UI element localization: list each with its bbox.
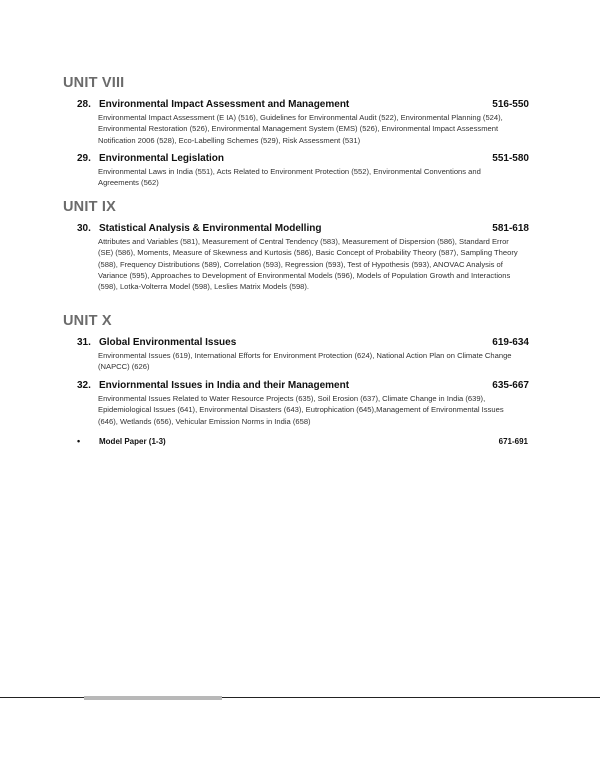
unit-heading: UNIT VIII <box>63 75 125 91</box>
chapter-number: 32. <box>77 380 91 391</box>
model-paper-label: Model Paper (1-3) <box>99 437 166 446</box>
chapter-title: Environmental Legislation <box>99 153 225 164</box>
chapter-number: 31. <box>77 337 91 348</box>
chapter-pages: 581-618 <box>492 223 529 234</box>
model-paper-pages: 671-691 <box>498 437 528 446</box>
chapter-pages: 516-550 <box>492 99 529 110</box>
chapter-topics: Environmental Impact Assessment (E IA) (516), Guidelines for Environmental Audit (522), Environmental Planning (524), Environmental Restoration (526), Environmental Management System (EMS) (526), Environmental Impact Assessment Notification 2006 (528), Eco-Labelling Schemes (529), Risk Assessment (531) <box>98 113 503 145</box>
chapter-title: Environmental Impact Assessment and Management <box>99 99 350 110</box>
chapter-topics: Environmental Issues (619), International Efforts for Environment Protection (624), National Action Plan on Climate Change (NAPCC) (626) <box>98 351 512 372</box>
unit-heading: UNIT IX <box>63 199 116 215</box>
chapter-title: Enviornmental Issues in India and their Management <box>99 380 350 391</box>
chapter-pages: 635-667 <box>492 380 529 391</box>
chapter-pages: 551-580 <box>492 153 529 164</box>
chapter-pages: 619-634 <box>492 337 529 348</box>
footer-accent-bar <box>84 696 222 700</box>
chapter-topics: Attributes and Variables (581), Measurement of Central Tendency (583), Measurement of Dispersion (586), Standard Error (SE) (586), Moments, Measure of Skewness and Kurtosis (586), Basic Concept of Probability Theory (587), Sampling Theory (588), Frequency Distributions (589), Correlation (593), Regression (593), Test of Hypothesis (593), ANOVAC Analysis of Variance (595), Approaches to Development of Environmental Models (596), Models of Population Growth and Interactions (598), Lotka-Volterra Model (598), Leslies Matrix Models (598). <box>98 237 518 292</box>
chapter-title: Statistical Analysis & Environmental Modelling <box>99 223 322 234</box>
chapter-number: 29. <box>77 153 91 164</box>
chapter-number: 30. <box>77 223 91 234</box>
unit-heading: UNIT X <box>63 313 112 329</box>
chapter-title: Global Environmental Issues <box>99 337 237 348</box>
chapter-topics: Environmental Laws in India (551), Acts Related to Environment Protection (552), Environmental Conventions and Agreements (562) <box>98 167 481 188</box>
chapter-topics: Environmental Issues Related to Water Resource Projects (635), Soil Erosion (637), Climate Change in India (639), Epidemiological Issues (641), Environmental Disasters (643), Eutrophication (645),Management of Environmental Issues (646), Wetlands (656), Vehicular Emission Norms in India (658) <box>98 394 504 426</box>
chapter-number: 28. <box>77 99 91 110</box>
bullet-icon: • <box>77 436 81 446</box>
